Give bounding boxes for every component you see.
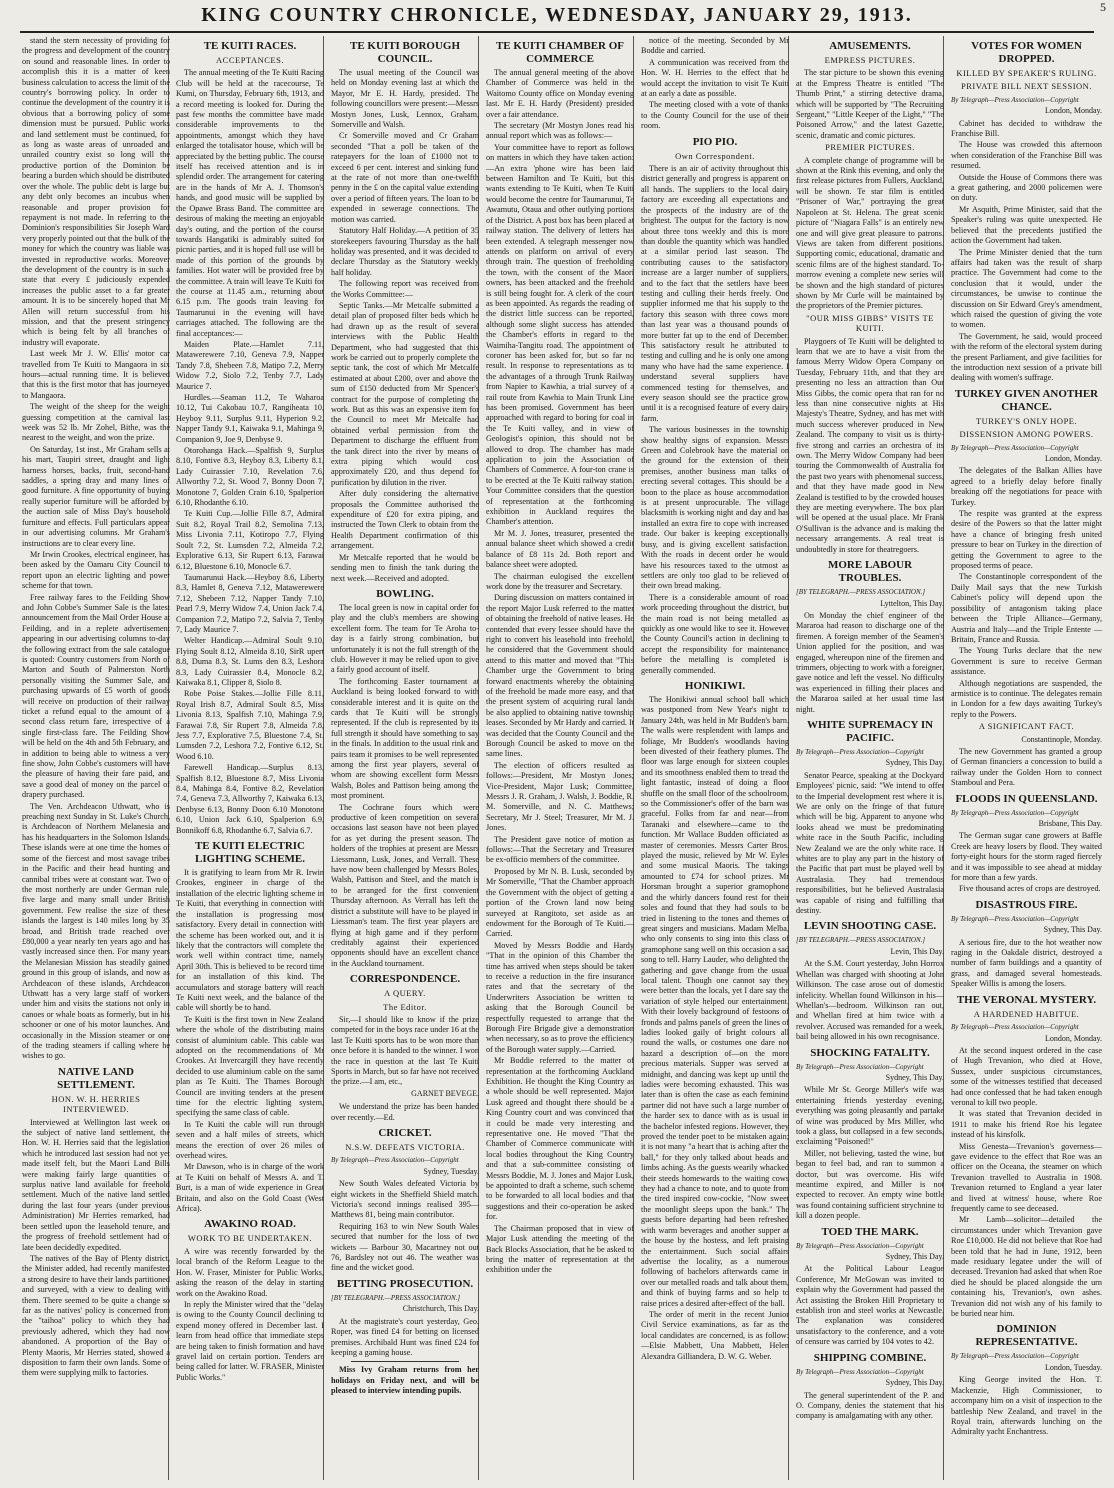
subhead: WORK TO BE UNDERTAKEN.	[187, 1233, 313, 1244]
article-paragraph: It is gratifying to learn from Mr R. Irwin Crookes, engineer in charge of the installation of the electric lighting scheme in Te Kuiti, that everything in connection with the installation is progressing most satisfactory. Every detail in connection with the scheme has been worked out, and it is likely that the contractors will complete the work well within contract time, namely April 30th. This is believed to be record time for an installation of this kind. The accumulators and storage battery will reach Te Kuiti next week, and the balance of the cable will shortly be to hand.	[176, 868, 324, 1013]
news-paragraph: On Saturday, 1st inst., Mr Graham sells at his mart, Taupiri street, draught and light harness horses, backs, fruit, second-hand saddles, a spring dray and many lines of good furniture. A fine opportunity of buying really superior furniture will be afforded by the auction sale of Miss Day's household furniture and effects. Full particulars appear in our advertising columns. Mr Graham's instructions are to clear every line.	[22, 444, 170, 548]
columns	[18, 36, 1102, 1480]
byline: By Telegraph—Press Association—Copyright	[951, 808, 1079, 817]
article-paragraph: Miller, not believing, tasted the wine, but began to feel bad, and ran to summon a doctor, but was overcome. His wife meantime expired, and Miller is not expected to recover. An empty wine bottle was found containing sufficient strychnine to kill a dozen people.	[796, 1148, 944, 1221]
article-paragraph: The local green is now in capital order for play and the club's members are showing excellent form. The team for Te Aroha to-day is a fairly strong combination, but unfortunately it is not the full strength of the club. However it may be relied upon to give a fairly good account of itself.	[331, 602, 479, 675]
article-paragraph: The Honikiwi annual school ball which was postponed from New Year's night to January 24th, was held in Mr Budden's barn. The walls were resplendent with lamps and foliage, Mr Budden's woodlands having been divested of their feathery plumes. The floor was large enough for sixteen couples and its smoothness enabled them to tread the light fantastic, instead of doing a floor shuffle on the small floor of the schoolroom, so the Commissioner's offer of the barn was graceful. Folks from far and near—from Taranaki and elsewhere—came to the function. Mr Wallace Budden officiated as master of ceremonies. Messrs Carter Bros. played the music, relieved by Mr W. Eyles and some musical Maoris. The takings amounted to £74 for school prizes. Mr Horsman brought a superior gramophone and the whirly dancers found rest for their soles and found that they had souls to be tried in listening to the tones and themes of great singers and musicians. Madam Melba, who only consents to sing into this class of gramophone sang well on this occasion a sad song to tell. Harry Lauder, who delighted the gathering and gave change from the usual local talent. Though one cannot say they were better than the locals, yet I dare say the variation of style helped our entertainment. With their lovely background of festoons of fronds and palms panels of green the lines of ladies looked gaily of bright colours all round the walls, or costumes one dare not hazard a description of—on the more precious materials. Supper was served at midnight, and dancing was kept up until the ladies were becoming exhausted. This was later than is often the case as each feminine partner did not have such a large number of the harder sex to dance with as is usual in the bachelor infested regions. However, they proved the tender poet to be mistaken again; it is not many "a heart that is aching after the ball," for they only talked about heads and limbs aching. As the guests wearily whacked their steeds homewards to the waiting cows they had a chance to note, and to quote from the tired inspired cow-cockie, "Now sweet the moonlight sleeps upon the bank." The guests before departing had been refreshed with warm beverages and another supper at the house by the hostess, and left praising the entertainment. Such social affairs advertise the locality, as a numerous following of bachelors afterwards came in over our metalled roads and talk about them, and think of buying farms and so help to raise prices a desired after-effect of the ball.	[641, 694, 789, 1308]
byline: [BY TELEGRAPH.—PRESS ASSOCIATION.]	[796, 936, 926, 945]
article-paragraph: At the S.M. Court yesterday, John Horrox Whellan was charged with shooting at John Wilkinson. The case arose out of domestic infelicity. Whellan found Wilkinson in his—Whellan's—bedroom. Wilkinson ran out, and Whellan fired at him twice with a revolver. Accused was remanded for a week, bail being allowed in his own recognisance.	[796, 959, 944, 1042]
headline-floods: FLOODS IN QUEENSLAND.	[955, 792, 1098, 805]
news-paragraph: The weight of the sheep for the weight guessing competition at the carnival last week was 52 lb. Mr Zohel, Bithe, was the nearest to the weight, and won the prize.	[22, 402, 170, 443]
article-paragraph: New South Wales defeated Victoria by eight wickets in the Sheffield Shield match. Victoria's second innings realised 395—Matthews 81, being main contributor.	[331, 1179, 479, 1220]
article-paragraph: A wire was recently forwarded by the local branch of the Reform League to the Hon. W. Fraser, Minister for Public Works, asking the reason of the delay in starting work on the Awakino Road.	[176, 1246, 324, 1298]
byline: By Telegraph—Press Association—Copyright	[796, 1241, 924, 1250]
dateline: Sydney, Tuesday.	[423, 1166, 479, 1176]
article-paragraph: The secretary (Mr Mostyn Jones read his annual report which was as follows:—	[486, 121, 634, 141]
article-paragraph: The respite was granted at the express desire of the Powers so that the latter might have a chance of bringing fresh united pressure to bear on Turkey in the direction of getting the Government to agree to the proposed terms of peace.	[951, 509, 1102, 571]
article-paragraph: Mr Asquith, Prime Minister, said that the Speaker's ruling was quite unexpected. He believed that the precedents justified the action the Government had taken.	[951, 204, 1102, 246]
headline-toed: TOED THE MARK.	[821, 1225, 919, 1238]
article-paragraph: In reply the Minister wired that the "delay is owing to the County Council declining to expend money offered in December last. I learn from head office that immediate steps are being taken to finish formation and have gravel laid on certain portion. Tenders are being called for latter. W. FRASER, Minister Public Works."	[176, 1299, 324, 1382]
article-paragraph: Five thousand acres of crops are destroyed.	[959, 884, 1101, 894]
subhead: PREMIER PICTURES.	[825, 142, 915, 153]
subhead: HON. W. H. HERRIES INTERVIEWED.	[51, 1093, 141, 1115]
byline: By Telegraph—Press Association—Copyright	[796, 747, 924, 756]
headline-levin: LEVIN SHOOTING CASE.	[803, 920, 937, 933]
column-7	[951, 36, 1102, 1480]
acceptances-list: Welter Handicap.—Admiral Soult 9.10, Flying Soult 8.12, Almeida 8.10, SirR upert 8.8, Duma 8.3, St. Lums den 8.3, Leshora 8.3, Lady Cuirassier 8.4, Monocle 8.2, Kaiwaka 8.1, Clipper 8, Siolo 8.	[176, 636, 324, 687]
article-paragraph: At the second inquest ordered in the case of Hugh Trevanion, who died at Hove, Sussex, under suspicious circumstances, some of the witnesses testified that deceased had once confessed that he had taken enough veronal to kill two people.	[951, 1045, 1102, 1107]
byline: By Telegraph—Press Association—Copyright	[796, 1367, 924, 1376]
article-paragraph: A serious fire, due to the hot weather now raging in the Oakdale district, destroyed a number of farm buildings and a quantity of grass, and damaged several homesteads. Speaker Willis is among the losers.	[951, 937, 1102, 989]
headline-shipping: SHIPPING COMBINE.	[813, 1351, 927, 1364]
acceptances-list: Hurdles.—Seaman 11.2, Te Waharoa 10.12, Tui Cakobau 10.7, Rangiheata 10, Heyboy 9.11, Surplus 9.11, Hyperion 9.2, Napper Tandy 9.1, Kaiwaka 9.1, Mahinga 9, Companion 9, Joe 9, Denbyse 9.	[176, 393, 324, 444]
article-paragraph: Mr M. J. Jones, treasurer, presented the annual balance sheet which showed a credit balance of £8 11s 2d. Both report and balance sheet were adopted.	[486, 528, 634, 570]
acceptances-list: Otorohanga Hack.—Spalfish 9, Surplus 8.10, Fontive 8.3, Heyboy 8.3, Liberty 8.1, Lady Cuirassier 7.10, Revelation 7.6, Allworthy 7.2, St. Wood 7, Bonny Doon 7, Monotone 7, Golden Crain 6.10, Spalperion 6.10, Rhodanthe 6.10.	[176, 446, 324, 508]
article-paragraph: The natives of the Bay of Plenty district, the Minister added, had recently manifested a strong desire to have their lands partitioned and surveyed, with a view to dealing with them. There seemed to be quite a change so far as the natives' policy is concerned from the "taihoa" policy to which they had previously adhered, which they had now abandoned. A proportion of the Bay of Plenty Maoris, Mr Herries stated, showed a disposition to farm their own lands. Some of them were supplying milk to factories.	[22, 1253, 170, 1378]
article-paragraph: Requiring 163 to win New South Wales secured that number for the loss of two wickets — Barbour 30, Macartney not out 76, Bardsley not out 46. The weather was fine and the wicket good.	[331, 1221, 479, 1273]
subhead: KILLED BY SPEAKER'S RULING.	[956, 68, 1097, 78]
masthead: KING COUNTRY CHRONICLE, WEDNESDAY, JANUARY 29, 1913.	[201, 4, 913, 26]
article-paragraph: The general superintendent of the P. and O. Company, denies the statement that his company is amalgamating with any other.	[796, 1390, 944, 1421]
subhead: A HARDENED HABITUE.	[973, 1008, 1080, 1019]
news-paragraph: Last week Mr J. W. Ellis' motor car travelled from Te Kuiti to Mangaora in six hours—actual running time. It is believed that this is the first motor that has journeyed to Mangaora.	[22, 349, 170, 400]
headline-awakino: AWAKINO ROAD.	[204, 1218, 296, 1231]
article-paragraph: Although negotiations are suspended, the armistice is to continue. The delegates remain in London for a few days awaiting Turkey's reply to the Powers.	[951, 678, 1102, 719]
byline: [BY TELEGRAPH.—PRESS ASSOCIATION.]	[331, 1293, 461, 1302]
column-5	[641, 36, 789, 1480]
article-paragraph: At the magistrate's court yesterday, Geo. Roper, was fined £4 for betting on licensed premises. Archibald Hunt was fined £24 for keeping a gaming house.	[331, 1316, 479, 1357]
article-paragraph: The German sugar cane growers at Baffle Creek are heavy losers by flood. They waited forty-eight hours for the storm raged fiercely and it was impossible to see ahead at midday for more than a few yards.	[951, 831, 1102, 883]
acceptances-list: Maiden Plate.—Hamlet 7.11, Matawerewere 7.10, Geneva 7.9, Napper Tandy 7.8, Shebeen 7.8, Matipo 7.2, Merry Widow 7.2, Siolo 7.2, Tenby 7.7, Lady Maurice 7.	[176, 339, 324, 391]
byline: By Telegraph—Press Association—Copyright	[951, 1352, 1079, 1361]
dateline: Constantinople, Monday.	[1021, 734, 1102, 744]
article-paragraph: Cr Somerville moved and Cr Graham seconded "That a poll be taken of the ratepayers for the loan of £1000 not to exceed 6 per cent. interest and sinking fund at the rate of not more than one-twelfth penny in the £ on the capital value extending over a period of fifteen years. The loan to be expended in sewerage connections. The motion was carried.	[331, 131, 479, 224]
article-paragraph: The Government, he said, would proceed with the reform of the electoral system during the present Parliament, and give facilities for the introduction next session of a private bill dealing with women's suffrage.	[951, 331, 1102, 383]
article-paragraph: The star picture to be shown this evening at the Empress Theatre is entitled "The Thumb Print," a stirring detective drama, which will be supported by "The Recruiting Sergeant," "Little Keeper of the Light," "The Poisoned Arrow," and the latest Gazette, scenic, dramatic and comic pictures.	[796, 68, 944, 140]
subhead: "OUR MISS GIBBS" VISITS TE KUITI.	[806, 312, 934, 334]
masthead-rule	[20, 31, 1094, 33]
editorial-paragraph: stand the stern necessity of providing for the progress and development of the country on sound and reasonable lines. In order to accomplish this it is a matter of keen business calculation to access the limit of the country's borrowing policy. In order to continue the development of the country it is obvious that a borrowing policy of some dimension must be pursued. Public works and land settlement must be continued, for as long as waste areas of unroaded and unrailed country exist so long will the productive portion of the Dominion be bearing a burden which should be distributed over the whole. The public debt is large but any debt only becomes an incubus when reasonable and proper provision for repayment is not made. In referring to the Dominion's responsibilities Sir Joseph Ward very properly pointed out that the bulk of the money for which the country was liable was invested in reproductive works. Moreover the development of the country is in such a state that every £ judiciously expended increases the public asset to a far greater amount. It is to be sincerely hoped that Mr Allen will return successful from his mission, and that the present stringency which is being felt by all branches of industry will evaporate.	[22, 36, 170, 347]
article-paragraph: While Mr St. George Miller's wife was entertaining friends yesterday evening, everything was going pleasantly and partake of wine was produced by Mrs Miller, who took a glass, but collapsed in a few seconds, exclaiming "Poisoned!"	[796, 1085, 944, 1147]
letter-salutation: The Editor.	[383, 1001, 427, 1012]
article-paragraph: In Te Kuiti the cable will run through seven and a half miles of streets, which means the erection of over 26 miles of overhead wires.	[176, 1119, 324, 1161]
headline-dominion: DOMINION REPRESENTATIVE.	[975, 1323, 1078, 1349]
news-paragraph: The Ven. Archdeacon Uthwatt, who is preaching next Sunday in St. Luke's Church, is Archdeacon of Northern Melanesia and has his headquarters in the Solomon Islands. These islands were at one time the homes of some of the fiercest and most savage tribes in the Pacific and their head hunting and cannibal tribes were at constant war. Two of the most northerly are under German rule, five large and many small under British government. Few realise the size of these islands the largest is 140 miles long by 35 broad, and British trade reached over £80,000 a year nearly ten years ago and has vastly increased since then. For many years the Melanesian Mission has steadily gained ground in this group of islands, and now as Archdeacon of these islands, Archdeacon Uthwatt has a very large staff of workers under him and visits the stations not only in canoes or whale boats as formerly, but in his schooner or one of his motor launches. And occasionally in the Mission steamer or one of the trading steamers if calling where he wishes to go.	[22, 801, 170, 1061]
acceptances-list: Robe Poise Stakes.—Jollie Fille 8.11, Royal Irish 8.7, Admiral Soult 8.5, Miss Livonia 8.13, Spalfish 7.10, Mahinga 7.9, Farawai 7.8, Sir Rupert 7.8, Almeida 7.8, Jess 7.7, Explorative 7.5, Bluestone 7.4, St. Lumsden 7.2, Leshora 7.2, Fontive 6.12, St. Wood 6.10.	[176, 689, 324, 761]
article-paragraph: Interviewed at Wellington last week on the subject of native land settlement, the Hon. W. H. Herries said that the legislation which he introduced last session had not yet made itself felt, but the Maori Land Bills were making fairly large quantities of surplus native land available for freehold settlement. Much of the native land settled during the last four years (under previous Administration) Mr Herries remarked, had been settled upon the leasehold tenure, and the progress of freehold settlement had of late been decidedly expedited.	[22, 1117, 170, 1252]
headline-electric: TE KUITI ELECTRIC LIGHTING SCHEME.	[194, 840, 306, 866]
subhead: TURKEY'S ONLY HOPE.	[975, 415, 1078, 426]
article-paragraph: The chairman eulogised the excellent work done by the treasurer and Secretary.	[486, 571, 634, 591]
headline-borough: TE KUITI BOROUGH COUNCIL.	[349, 40, 461, 65]
article-paragraph: Miss Genesta—Trevanion's governess—gave evidence to the effect that Roe was an officer on the Oceana, the steamer on which Trevanion travelled to Australia in 1908. Trevanion returned to England a year later and lived at witness' house, where Roe frequently came to see deceased.	[951, 1141, 1102, 1213]
byline: By Telegraph—Press Association—Copyright	[951, 443, 1079, 452]
article-paragraph: The various businesses in the township show healthy signs of expansion. Messrs Green and Colebrook have the material on the ground for the extension of their premises, another business man talks of erecting several cottages. This should be a boon to the place as house accommodation is at present unprocurable. The village blacksmith is working night and day and has installed an extra fire to cope with increased trade. Our baker is keeping exceptionally busy, and is giving excellent satisfaction. With the roads in decent order he would have his resources taxed to the utmost as settlers are only too glad to be relieved of their own bread making.	[641, 425, 789, 591]
article-paragraph: Mr Metcalfe reported that he would be sending men to finish the tank during the next week.—Received and adopted.	[331, 552, 479, 583]
article-paragraph: Proposed by Mr N. B. Lusk, seconded by Mr Somerville, "That the Chamber approach the Government with the object of getting a portion of the Crown land now being surveyed at Rangitoto, set aside as an endowment for the Borough of Te Kuiti.—Carried.	[486, 866, 634, 939]
headline-veronal: THE VERONAL MYSTERY.	[956, 993, 1097, 1006]
article-paragraph: A communication was received from the Hon. W. H. Herries to the effect that he would accept the invitation to visit Te Kuiti at an early a date as possible.	[641, 57, 789, 99]
article-paragraph: Mr Dawson, who is in charge of the work at Te Kuiti on behalf of Messrs A. and T. Burt, is a man of wide experience in Great Britain, and also on the Gold Coast (West Africa).	[176, 1162, 324, 1214]
page-number: 5	[1100, 0, 1106, 14]
article-paragraph: Cabinet has decided to withdraw the Franchise Bill.	[951, 118, 1102, 139]
article-paragraph: Mr Boddie referred to the matter of representation at the forthcoming Auckland Exhibition. He thought the King Country as a whole should be well represented. Major Lusk agreed and thought there should be a King Country court and was convinced that it could be made very interesting and representative one. He moved "That the Chamber of Commerce communicate with local bodies throughout the King Country and that a sub-committee consisting of Messrs Boddie, M. J. Jones and Major Lusk, be appointed to draft a scheme, such scheme to be forwarded to all local bodies and that suggestions and their co-operation be asked for.	[486, 1056, 634, 1222]
subhead: A SIGNIFICANT FACT.	[978, 721, 1075, 732]
article-paragraph: After duly considering the alternative proposals the Committee authorised the expenditure of £20 for extra piping, and instructed the Town Clerk to obtain from the Health Department confirmation of this arrangement.	[331, 489, 479, 551]
acceptances-list: Te Kuiti Cup.—Jollie Fille 8.7, Admiral Suit 8.2, Royal Trail 8.2, Semolina 7.13, Miss Livonia 7.11, Kotiropo 7.7, Flying Soult 7.2, St. Lumsden 7.2, Almeida 7.2, Explorative 6.13, Sir Rupert 6.13, Farawai 6.12, Bluestone 6.10, Monocle 6.7.	[176, 509, 324, 571]
headline-correspondence: CORRESPONDENCE.	[349, 973, 461, 986]
subhead: EMPRESS PICTURES.	[824, 55, 916, 65]
article-paragraph: Statutory Half Holiday.—A petition of 35 storekeepers favouring Thursday as the half holiday was presented, and it was decided to declare Thursday as the Statutory weekly half holiday.	[331, 226, 479, 277]
article-paragraph: The new Government has granted a group of German financiers a concession to build a railway under the Golden Horn to connect Stamboul and Pera.	[951, 746, 1102, 788]
article-paragraph: The House was crowded this afternoon when consideration of the Franchise Bill was resumed.	[951, 140, 1102, 171]
article-paragraph: During discussion on matters contained in the report Major Lusk referred to the matter of obtaining the freehold of native leases. He contended that every lessee should have the right to convert his leasehold into freehold, he considered that the Government should attend to this matter and moved that "This Chamber urge the Government to bring forward enactments whereby the obtaining of the freehold be made more easy, and that the present system of acquiring rural lands be also applied to obtaining native township leases. Seconded by Mr Hardy and carried. It was decided that the County Council and the Borough Council be asked to move on the same lines.	[486, 593, 634, 759]
article-paragraph: The annual general meeting of the above Chamber of Commerce was held in the Waitomo County office on Monday evening last. Mr E. H. Hardy (President) presided over a fair attendance.	[486, 68, 634, 119]
letter-body: Sir,—I should like to know if the prize competed for in the boys race under 16 at the last Te Kuiti sports has to be won more than once before it is handed to the winner. I won the race in question at the last Te Kuiti Sports in March, but so far have not received the prize.—I am, etc.,	[331, 1014, 479, 1087]
subhead: N.S.W. DEFEATS VICTORIA.	[345, 1142, 465, 1152]
byline: By Telegraph—Press Association—Copyright	[796, 1062, 924, 1071]
notice: Miss Ivy Graham returns from her holidays on Friday next, and will be pleased to interview intending pupils.	[331, 1365, 479, 1396]
article-paragraph: The election of officers resulted as follows:—President, Mr Mostyn Jones; Vice-President, Major Lusk; Committee, Messrs J. R. Graham, J. Walsh, J. Boddie, R. M. Somerville, and N. C. Matthews; Secretary, Mr J. Steel; Treasurer, Mr M. J. Jones.	[486, 760, 634, 833]
article-paragraph: The Constantinople correspondent of the Daily Mail says that the new Turkish Cabinet's policy will depend upon the possibility of antagonism taking place between the Triple Alliance—Germany, Austria and Italy—and the Triple Entente — Britain, France and Russia.	[951, 572, 1102, 644]
subhead: ACCEPTANCES.	[216, 55, 284, 65]
dateline: Sydney, This Day.	[1043, 925, 1102, 935]
article-paragraph: A complete change of programme will be shown at the Rink this evening, and only the first release pictures from Fullers, Auckland, will be shown. Te star film is entitled "Prisoner of War," portraying the great Napoleon at St. Helena. The great scenic picture of "Niagara Falls" is an entirely new one and will give great pleasure to patrons. Views are taken from different positions. Supporting comic, educational, dramatic and scenic films are of the highest standard. To-morrow evening a complete new series will be shown and the high standard of pictures shown by Mr Curle will be maintained by the proprietors of the Premier pictures.	[796, 155, 944, 311]
article-paragraph: Te Kuiti is the first town in New Zealand where the whole of the distributing mains consist of aluminium cable. This cable was adopted on the recommendations of Mr Crookes. At Invercargill they have recently decided to use aluminium cable on the same plan as Te Kuiti. The Thames Borough Council are inviting tenders at the present time for the electric lighting system, specifying the same class of cable.	[176, 1014, 324, 1118]
article-paragraph: On Monday the chief engineer of the Mararoa had reason to discharge one of the firemen. A foreign member of the Seamen's Union applied for the position, and was engaged, whereupon nine of the firemen and trimmers, objecting to work with a foreigner, gave notice and left the vessel. No difficulty was experienced in filling their places and the Mararoa sailed at her usual time last night.	[796, 610, 944, 714]
byline: [BY TELEGRAPH.—PRESS ASSOCIATION.]	[796, 588, 926, 597]
dateline: Christchurch, This Day.	[402, 1304, 479, 1314]
article-paragraph: King George invited the Hon. T. Mackenzie, High Commissioner, to accompany him on a visit of inspection to the battleship New Zealand, and travel in the Royal train, afterwards lunching on the Admiralty yacht Enchantress.	[951, 1375, 1102, 1437]
headline-votes: VOTES FOR WOMEN DROPPED.	[971, 40, 1082, 65]
article-paragraph: The forthcoming Easter tournament at Auckland is being looked forward to with considerable interest and it is quite on the cards that Te Kuiti will be strongly represented. If the club is represented by its full strength it should have something to say in the finals. In addition to the usual rink and pairs team it promises to be well represented among the first year players, several of whom are showing excellent form Messrs Walsh, Boles and Pattison being among the most prominent.	[331, 676, 479, 801]
headline-shocking: SHOCKING FATALITY.	[810, 1046, 930, 1059]
headline-bowling: BOWLING.	[376, 587, 434, 600]
column-1	[22, 36, 170, 1480]
article-paragraph: Your committee have to report as follows on matters in which they have taken action:—An extra 'phone wire has been laid between Hamilton and Te Kuiti, but this wants extending to Te Kuiti, when Te Kuiti would become the centre for Taumarunui, Te Awamutu, Otaua and other outlying portions of the District. A post box has been placed at railway station. The delivery of letters has been extended. A telegraph messenger now attends on platform on arrival of every through train. The question of freeholding the town, with the consent of the Maori owners, has been attacked and the freehold is still being fought for. A clerk of the court as been appointed. As regards the reading of the district little success can be reported, although some slight success has attended the Chamber's efforts in regard to the Waimiha-Tangitu road. The appointment of coroner has been asked for, but so far no result. In response to representations as to the advantages of a through Trunk Railway from Napier to Kawhia, a trial survey of a rail route from Kawhia to Main Trunk Line has been promised. Government has been approached with regard to boring for coal in the Te Kuiti valley, and in view of Geologist's opinion, this should not be allowed to drop. The chamber has made application to join the Association of Chambers of Commerce. A four-ton crane is to be erected at the Te Kuiti railway station. Your Committee considers that the question of representation at the forthcoming exhibition in Auckland requires the Chamber's attention.	[486, 142, 634, 527]
headline-native-land: NATIVE LAND SETTLEMENT.	[57, 1065, 135, 1091]
headline-amusements: AMUSEMENTS.	[829, 40, 911, 52]
headline-labour: MORE LABOUR TROUBLES.	[827, 559, 913, 585]
news-paragraph: Mr Irwin Crookes, electrical engineer, has been asked by the Oamaru City Council to report upon an electric lighting and power scheme for that town.	[22, 549, 170, 591]
article-paragraph: Mr Lamb—solicitor—detailed the circumstances under which Trevanion gave Roe £10,000. He did not believe that Roe had been told that he had in June, 1912, been made residuary legatee under the will of deceased. Trevanion had asked that when Roe died he should be placed alongside the urn containing his, Trevanion's, own ashes. Trevanion did not wish any of his family to be buried near him.	[951, 1215, 1102, 1319]
article-paragraph: The Cochrane fours which were productive of keen competition on several occasions last season have not been played for as yet during the present season. The holders of the trophies at present are Messrs Liessmann, Lusk, Jones, and Verrall. These have now been challenged by Messrs Boles, Walsh, Pattison and Steel, and the match is to be arranged for the first convenient Thursday afternoon. As Verrall has left the district a substitute will have to be played in Liessman's team. The first year players are flying at high game and if they perform creditably against their experienced opponents should have an excellent chance in the Auckland tournament.	[331, 802, 479, 968]
subhead: PRIVATE BILL NEXT SESSION.	[961, 81, 1092, 92]
article-paragraph: The following report was received from the Works Committee:—	[331, 279, 479, 299]
article-paragraph: Outside the House of Commons there was a great gathering, and 2000 policemen were on duty.	[951, 172, 1102, 203]
article-paragraph: Senator Pearce, speaking at the Dockyard Employees' picnic, said: "We intend to offer to the Imperial development rest where it is. We are only on the fringe of that future which will be big. Apparent to anyone who looks ahead we must be predominating white race in the South Pacific, including New Zealand we are the only white race. If whites are to play any part in the history of the Pacific that part must be played well by Australasia. They had tremendous responsibilities, but he believed Australasia was capable of rising and fulfilling that destiny.	[796, 770, 944, 916]
dateline: London, Tuesday.	[1044, 1362, 1102, 1372]
article-paragraph: There is an air of activity throughout this district generally and progress is apparent on all hands. The suppliers to the local dairy factory are exceeding all expectations and the prospects of the industry are of the brightest. The output for the factory is now about three tons weekly and this is more than double the quantity which was handled at a similar period last season. The contributing causes to the satisfactory increase are a larger number of suppliers, and to the fact that the settlers have been testing and culling their herds freely. One supplier informed me that his supply to the factory this season with three cows more than last year was a thousand pounds of more butter fat up to the end of December. This satisfactory result he attributed to testing and culling and he is only one among many who have had the same experience. I understand several suppliers have commenced testing for themselves, and every season should see the practice grow until it is a recognised feature of every dairy farm.	[641, 164, 789, 423]
byline: By Telegraph—Press Association—Copyright	[331, 1156, 459, 1165]
byline: By Telegraph—Press Association—Copyright	[951, 914, 1079, 923]
byline: By Telegraph—Press Association—Copyright	[951, 1023, 1079, 1032]
column-4	[486, 36, 634, 1480]
headline-races: TE KUITI RACES.	[203, 40, 297, 52]
news-paragraph: Free railway fares to the Feilding Show and John Cobbe's Summer Sale is the latest announcement from the Mail Order House at Feilding, and in a replete advertisement appearing in our advertising columns to-day the following extract from the sale catalogue is quoted: Country customers from North of Marton and South of Palmerston North personally visiting the Summer Sale, and purchasing upwards of £5 worth of goods will receive on production of their railway ticket a refund equal to the amount of a second class return fare, irrespective of a single first-class fare. The Feilding Show will be held on the 4th and 5th February, and in addition to being able to witness a very fine show, John Cobbe's customers will have the pleasure of having their fare paid, and save a good deal of money on the parcel of drapery purchased.	[22, 592, 170, 800]
headline-fire: DISASTROUS FIRE.	[975, 898, 1078, 911]
article-paragraph: At the Political Labour League Conference, Mr McGowan was invited to explain why the Government had passed the Act assisting the Broken Hill Proprietary to establish iron and steel works at Newcastle. The explanation was considered unsatisfactory to the conference, and a vote of censure was carried by 104 votes to 42.	[796, 1264, 944, 1347]
article-paragraph: The Chairman proposed that in view of Major Lusk attending the meeting of the Back Blocks Association, that he be asked to bring the matter of representation at the exhibition under the	[486, 1223, 634, 1275]
article-paragraph: It was stated that Trevanion decided in 1911 to make his friend Roe his legatee instead of his kinsfolk.	[951, 1109, 1102, 1140]
article-paragraph: The Young Turks declare that the new Government is sure to receive German assistance.	[951, 646, 1102, 677]
dateline: Brisbane, This Day.	[1038, 819, 1102, 828]
dateline: Lyttelton, This Day.	[880, 598, 944, 608]
dateline: London, Monday.	[1044, 106, 1102, 116]
article-paragraph: The delegates of the Balkan Allies have agreed to a briefly delay before finally breaking off the negotiations for peace with Turkey.	[951, 466, 1102, 507]
dateline: London, Monday.	[1044, 1033, 1102, 1043]
headline-turkey: TURKEY GIVEN ANOTHER CHANCE.	[954, 387, 1099, 413]
article-paragraph: notice of the meeting. Seconded by Mr Boddie and carried.	[641, 36, 789, 56]
headline-white-supremacy: WHITE SUPREMACY IN PACIFIC.	[806, 718, 934, 744]
dateline: Sydney, This Day.	[885, 1072, 944, 1082]
article-paragraph: Moved by Messrs Boddie and Hardy "That in the opinion of this Chamber the time has arrived when steps should be taken to receive a reduction in the fire insurance rates and that the secretary of the Underwriters Association be written to asking that the Borough Council be respectfully requested to arrange that the Borough Fire Brigade give a demonstration when necessary, so as to prove the efficiency of the Borough water supply.—Carried.	[486, 940, 634, 1054]
editor-note: We understand the prize has been handed over recently.—Ed.	[331, 1102, 479, 1122]
article-paragraph: There is a considerable amount of road work proceeding throughout the district, but the main road is not being metalled as quickly as one would like to see it. However the County Council's action in declining to accept the responsibility for maintenance before the metalling is completed is generally commended.	[641, 592, 789, 675]
dateline: Levin, This Day.	[890, 946, 944, 956]
article-paragraph: The order of merit in the recent Junior Civil Service examinations, as far as the local candidates are concerned, is as follow:—Elsie Mabbett, Una Mabbett, Helen Alexandra Gilliandera, D. W. G. Weber.	[641, 1309, 789, 1361]
dateline: Sydney, This Day.	[885, 1378, 944, 1388]
dateline: London, Monday.	[1044, 454, 1102, 463]
dateline: Sydney, This Day.	[885, 758, 944, 768]
article-paragraph: The Prime Minister denied that the turn affairs had taken was the result of sharp practice. The Government had come to the conclusion that it would, under the circumstances, be unwise to continue the discussion on Sir Edward Grey's amendment, which raised the question of giving the vote to women.	[951, 247, 1102, 330]
column-3	[331, 36, 479, 1480]
column-6	[796, 36, 944, 1480]
acceptances-list: Farewell Handicap.—Surplus 8.13, Spalfish 8.12, Bluestone 8.7, Miss Livonia 8.4, Mahinga 8.4, Fontive 8.2, Revelation 7.4, Geneva 7.3, Allworthy 7, Kaiwaka 6.13, Denbyse 6.13, Bonny Doon 6.10 Monotone 6.10, Union Jack 6.10, Spalperion 6.9, Bonnikoff 6.8, Rhodanthe 6.7, Salvia 6.7.	[176, 763, 324, 835]
subhead: Own Correspondent.	[675, 150, 755, 161]
article-paragraph: The meeting closed with a vote of thanks to the County Council for the use of their room.	[641, 100, 789, 131]
acceptances-list: Taumarunui Hack.—Heyboy 8.6, Liberty 8.3, Hamlet 8, Geneva 7.12, Matawerewere 7.12, Shebeen 7.12, Napper Tandy 7.10, Pearl 7.9, Merry Widow 7.4, Union Jack 7.4, Companion 7.2, Matipo 7.2, Salvia 7, Tenby 7, Lady Maurice 7.	[176, 572, 324, 634]
article-paragraph: Septic Tanks.—Mr Metcalfe submitted a detail plan of proposed filter beds which he had drawn up as the result of several interviews with the Public Health Department, who had suggested that this work be carried out to properly complete the septic tank, the cost of which Mr Metcalfe estimated at about £200, over and above the sum of £150 deducted from Mr Spencer's contract for the purpose of completing the work. But as this was an expensive item for the Council to meet Mr Metcalfe had obtained verbal permission from the Department to discharge the effluent from the tank direct into the river by means of extra piping which would cost approximately £20, and thus depend for purification by dilution in the river.	[331, 300, 479, 487]
letter-signature: GARNET BEVEGE.	[411, 1088, 479, 1098]
column-2	[176, 36, 324, 1480]
dateline: Sydney, This Day.	[885, 1252, 944, 1262]
subhead: DISSENSION AMONG POWERS.	[959, 429, 1094, 440]
article-paragraph: The usual meeting of the Council was held on Monday evening last at which the Mayor, Mr E. H. Hardy, presided. The following councillors were present:—Messrs Mostyn Jones, Lusk, Lennox, Graham, Somerville and Walsh.	[331, 68, 479, 130]
article-paragraph: Playgoers of Te Kuiti will be delighted to learn that we are to have a visit from the famous Merry Widow Opera Company on Tuesday, February 11th, and that they are presenting no less an attraction than Our Miss Gibbs, the comic opera that ran for no less than nine consecutive nights at His Majesty's Theatre, Sydney, and has met with much success wherever produced in New Zealand. The company to visit us is thirty-five strong and carries an orchestra of its own. The Merry Widow Company had been touring the Commonwealth of Australia for the past two years with phenomenal success, and that they have made good in New Zealand is testified to by the crowded houses they are meeting everywhere. The box plan will be opened at the usual place. Mr Frank O'Sullivan is the advance and is making the necessary arrangements. A real treat is undoubtedly in store for theatregoers.	[796, 336, 944, 554]
headline-chamber: TE KUITI CHAMBER OF COMMERCE	[495, 40, 625, 65]
headline-betting: BETTING PROSECUTION.	[336, 1277, 474, 1290]
headline-cricket: CRICKET.	[378, 1127, 432, 1139]
byline: By Telegraph—Press Association—Copyright	[951, 95, 1079, 104]
article-paragraph: The President gave notice of motion as follows:—That the Secretary and Treasurer be ex-officio members of the committee.	[486, 834, 634, 865]
headline-pio-pio: PIO PIO.	[692, 135, 738, 148]
separator	[351, 1361, 459, 1362]
subhead: A QUERY.	[384, 988, 426, 999]
headline-honikiwi: HONIKIWI.	[684, 679, 746, 692]
article-paragraph: The annual meeting of the Te Kuiti Racing Club will be held at the racecourse, Te Kumi, on Thursday, February 6th, 1913, and a record meeting is looked for. During the past few months the committee have made considerable improvements to the appointments, amongst which they have enlarged the totalisator house, which will be appreciated by the betting public. The course itself has received attention and is in splendid order. The arrangement for catering are in the hands of Mr A. J. Thomson's hands, and good music will be supplied by the Opawe Brass Band. The committee are desirous of making the meeting an enjoyable day's outing, and the portion of the course towards Hangatiki is admirably suited for picnic parties, and it is hoped full use will be made of this portion of the grounds by families. Hot water will be provided free by the committee. A train will leave Te Kuiti for the course at 11.45 a.m., returning about 6.15 p.m. The goods train leaving for Taumarunui in the evening will have carriages attached. The following are the final acceptances:—	[176, 68, 324, 338]
